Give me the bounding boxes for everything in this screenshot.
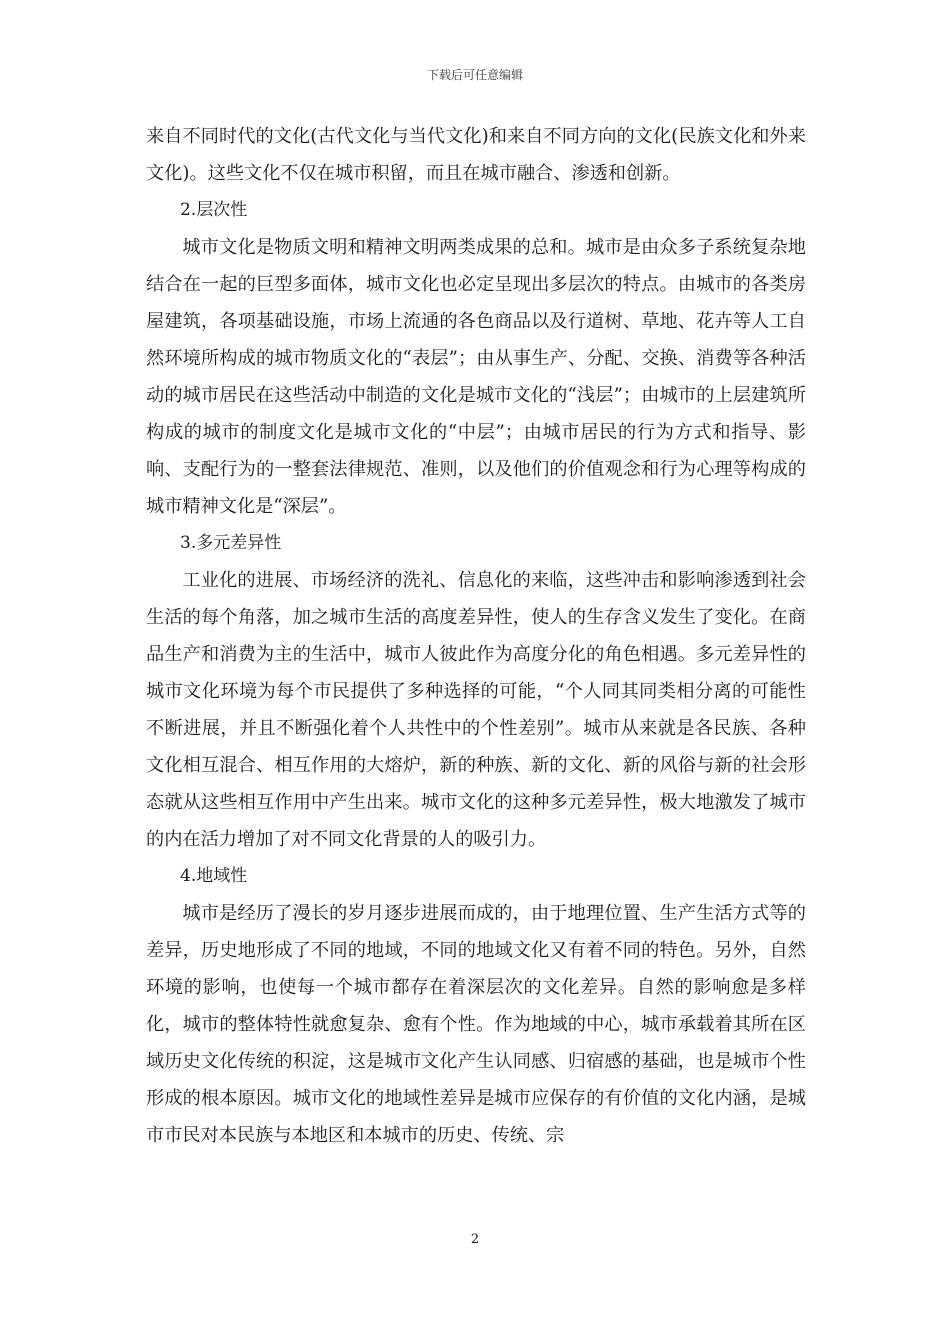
page-header: 下载后可任意编辑 — [426, 68, 523, 82]
paragraph-2: 城市文化是物质文明和精神文明两类成果的总和。城市是由众多子系统复杂地结合在一起的巨型多面体，城市文化也必定呈现出多层次的特点。由城市的各类房屋建筑，各项基础设施，市场上流通的各色商品以及行道树、草地、花卉等人工自然环境所构成的城市物质文化的“表层”；由从事生产、分配、交换、消费等各种活动的城市居民在这些活动中制造的文化是城市文化的“浅层”；由城市的上层建筑所构成的城市的制度文化是城市文化的“中层”；由城市居民的行为方式和指导、影响、支配行为的一整套法律规范、准则，以及他们的价值观念和行为心理等构成的城市精神文化是“深层”。 — [146, 237, 806, 517]
paragraph-1: 来自不同时代的文化(古代文化与当代文化)和来自不同方向的文化(民族文化和外来文化)。这些文化不仅在城市积留，而且在城市融合、渗透和创新。 — [146, 126, 806, 184]
section-heading-3: 3.多元差异性 — [180, 533, 282, 553]
document-body — [146, 118, 806, 1154]
section-heading-4: 4.地域性 — [180, 866, 248, 886]
section-heading-2: 2.层次性 — [180, 200, 248, 220]
paragraph-4: 城市是经历了漫长的岁月逐步进展而成的，由于地理位置、生产生活方式等的差异，历史地形成了不同的地域，不同的地域文化又有着不同的特色。另外，自然环境的影响，也使每一个城市都存在着深层次的文化差异。自然的影响愈是多样化，城市的整体特性就愈复杂、愈有个性。作为地域的中心，城市承载着其所在区域历史文化传统的积淀，这是城市文化产生认同感、归宿感的基础，也是城市个性形成的根本原因。城市文化的地域性差异是城市应保存的有价值的文化内涵，是城市市民对本民族与本地区和本城市的历史、传统、宗 — [146, 903, 806, 1146]
paragraph-3: 工业化的进展、市场经济的洗礼、信息化的来临，这些冲击和影响渗透到社会生活的每个角落，加之城市生活的高度差异性，使人的生存含义发生了变化。在商品生产和消费为主的生活中，城市人彼此作为高度分化的角色相遇。多元差异性的城市文化环境为每个市民提供了多种选择的可能，“个人同其同类相分离的可能性不断进展，并且不断强化着个人共性中的个性差别”。城市从来就是各民族、各种文化相互混合、相互作用的大熔炉，新的种族、新的文化、新的风俗与新的社会形态就从这些相互作用中产生出来。城市文化的这种多元差异性，极大地激发了城市的内在活力增加了对不同文化背景的人的吸引力。 — [146, 570, 806, 850]
page-number: 2 — [470, 1232, 480, 1247]
